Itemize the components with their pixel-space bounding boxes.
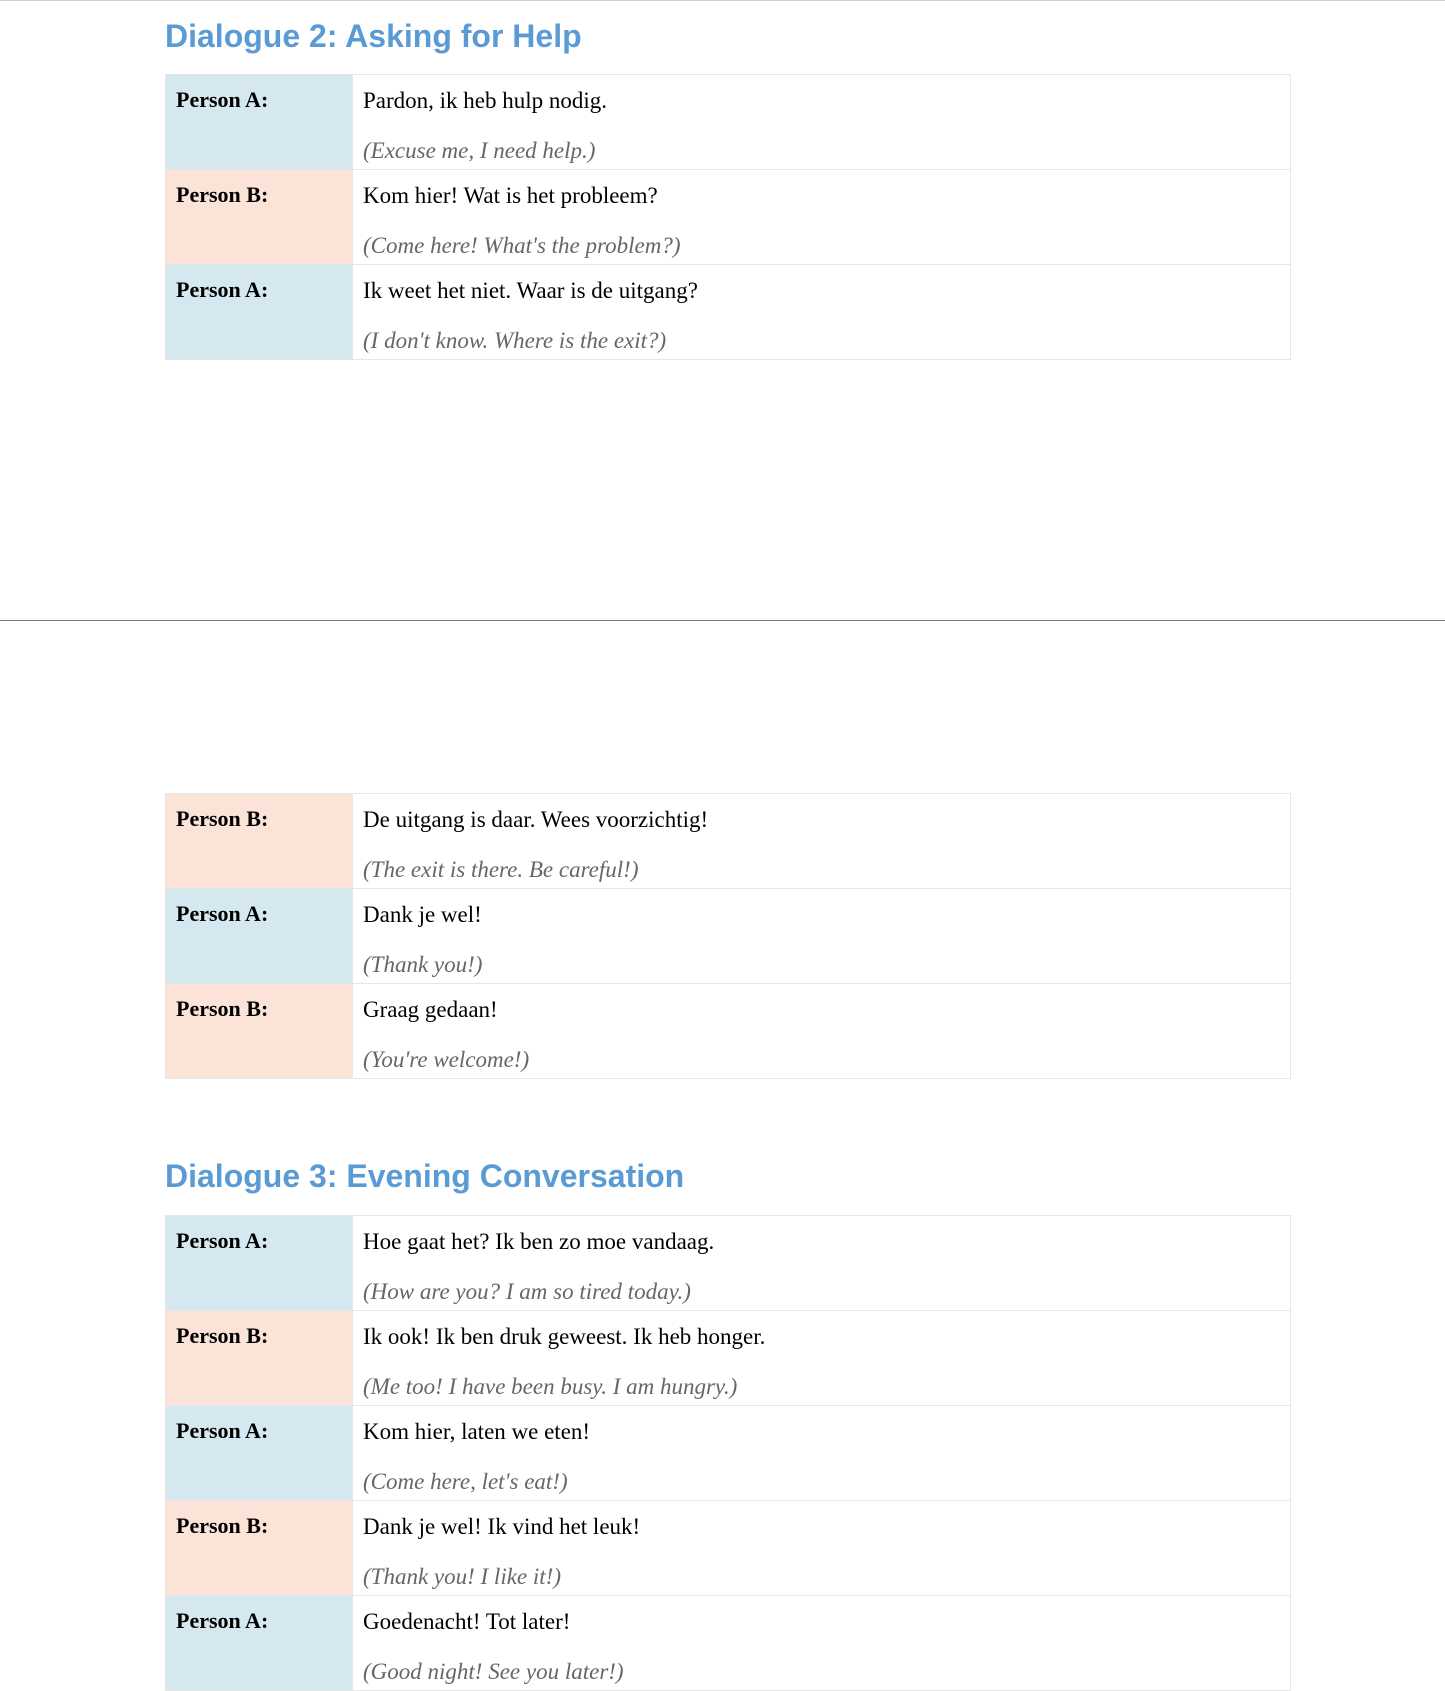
english-translation: (Come here, let's eat!) (363, 1468, 568, 1494)
dutch-text: Graag gedaan! (363, 997, 498, 1022)
top-border (0, 0, 1445, 1)
dialogue-row (166, 889, 1291, 984)
speaker-label: Person A: (166, 265, 353, 360)
dialogue-line (353, 984, 1291, 1079)
english-translation: (You're welcome!) (363, 1046, 530, 1072)
dialogue-3-heading: Dialogue 3: Evening Conversation (165, 1158, 685, 1194)
speaker-label: Person B: (166, 794, 353, 889)
dutch-text: Kom hier, laten we eten! (363, 1419, 591, 1444)
dialogue-2-table-part-1 (165, 74, 1291, 360)
speaker-label: Person A: (166, 1406, 353, 1501)
dutch-text: Pardon, ik heb hulp nodig. (363, 88, 608, 113)
dialogue-row (166, 794, 1291, 889)
dutch-text: De uitgang is daar. Wees voorzichtig! (363, 807, 709, 832)
english-translation: (The exit is there. Be careful!) (363, 856, 639, 882)
dialogue-row (166, 1406, 1291, 1501)
dialogue-line (353, 1216, 1291, 1311)
dialogue-row (166, 265, 1291, 360)
dutch-text: Ik weet het niet. Waar is de uitgang? (363, 278, 698, 303)
page-break-divider (0, 620, 1445, 621)
dialogue-row (166, 170, 1291, 265)
dutch-text: Kom hier! Wat is het probleem? (363, 183, 658, 208)
dialogue-line (353, 794, 1291, 889)
dialogue-row (166, 1501, 1291, 1596)
english-translation: (Thank you! I like it!) (363, 1563, 561, 1589)
dialogue-row (166, 1216, 1291, 1311)
english-translation: (How are you? I am so tired today.) (363, 1278, 691, 1304)
dialogue-line (353, 1311, 1291, 1406)
dutch-text: Ik ook! Ik ben druk geweest. Ik heb honger. (363, 1324, 766, 1349)
dutch-text: Goedenacht! Tot later! (363, 1609, 571, 1634)
speaker-label: Person B: (166, 984, 353, 1079)
dialogue-row (166, 984, 1291, 1079)
dialogue-line (353, 170, 1291, 265)
speaker-label: Person B: (166, 1501, 353, 1596)
dialogue-2-heading: Dialogue 2: Asking for Help (165, 18, 582, 54)
dialogue-row (166, 1311, 1291, 1406)
dialogue-row (166, 75, 1291, 170)
dialogue-line (353, 889, 1291, 984)
dialogue-row (166, 1596, 1291, 1691)
speaker-label: Person A: (166, 1216, 353, 1311)
dutch-text: Dank je wel! Ik vind het leuk! (363, 1514, 641, 1539)
english-translation: (Me too! I have been busy. I am hungry.) (363, 1373, 738, 1399)
dialogue-2-table-part-2 (165, 793, 1291, 1079)
english-translation: (Good night! See you later!) (363, 1658, 624, 1684)
english-translation: (I don't know. Where is the exit?) (363, 327, 667, 353)
english-translation: (Come here! What's the problem?) (363, 232, 681, 258)
speaker-label: Person A: (166, 75, 353, 170)
english-translation: (Thank you!) (363, 951, 483, 977)
speaker-label: Person B: (166, 170, 353, 265)
dialogue-line (353, 265, 1291, 360)
speaker-label: Person A: (166, 889, 353, 984)
dialogue-line (353, 1501, 1291, 1596)
speaker-label: Person A: (166, 1596, 353, 1691)
dialogue-line (353, 1596, 1291, 1691)
dutch-text: Dank je wel! (363, 902, 482, 927)
english-translation: (Excuse me, I need help.) (363, 137, 596, 163)
dialogue-line (353, 75, 1291, 170)
dutch-text: Hoe gaat het? Ik ben zo moe vandaag. (363, 1229, 715, 1254)
dialogue-line (353, 1406, 1291, 1501)
speaker-label: Person B: (166, 1311, 353, 1406)
dialogue-3-table (165, 1215, 1291, 1691)
